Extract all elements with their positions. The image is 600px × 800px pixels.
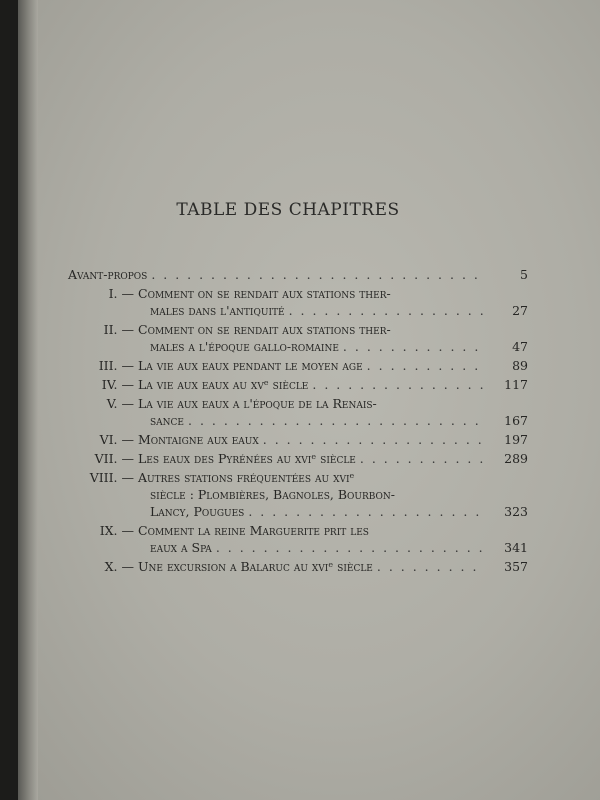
toc-entry-title-cont: sance — [150, 413, 184, 428]
toc-entry-title: La vie aux eaux a l'époque de la Renais- — [138, 396, 377, 411]
toc-entry-1 — [68, 285, 528, 319]
page-title: TABLE DES CHAPITRES — [176, 200, 400, 220]
leader-dots — [188, 412, 484, 429]
toc-entry-title-cont: males a l'époque gallo-romaine — [150, 339, 339, 354]
chapter-number: X. — — [104, 559, 134, 574]
chapter-number: VII. — — [94, 451, 134, 466]
toc-page-number: 357 — [504, 559, 528, 574]
chapter-number: I. — — [108, 286, 134, 301]
chapter-number: V. — — [106, 396, 134, 411]
chapter-number: VI. — — [99, 432, 134, 447]
table-of-contents — [68, 266, 528, 577]
toc-page-number: 5 — [520, 267, 528, 282]
toc-page-number: 289 — [504, 451, 528, 466]
toc-entry-7 — [68, 450, 528, 467]
toc-page-number: 27 — [512, 303, 528, 318]
toc-entry-title: Comment on se rendait aux stations ther- — [138, 322, 391, 337]
toc-page-number: 47 — [512, 339, 528, 354]
toc-entry-2 — [68, 321, 528, 355]
toc-page-number: 89 — [512, 358, 528, 373]
leader-dots — [377, 558, 484, 575]
book-page — [18, 0, 600, 800]
chapter-number: III. — — [98, 358, 134, 373]
toc-entry-title: Comment la reine Marguerite prit les — [138, 523, 369, 538]
toc-entry-title: La vie aux eaux pendant le moyen age — [138, 358, 363, 373]
leader-dots — [248, 503, 484, 520]
chapter-number: IV. — — [101, 377, 134, 392]
leader-dots — [360, 450, 484, 467]
toc-entry-3 — [68, 357, 528, 374]
toc-entry-10 — [68, 558, 528, 575]
leader-dots — [343, 338, 484, 355]
toc-entry-avant-propos — [68, 266, 528, 283]
book-gutter — [18, 0, 38, 800]
leader-dots — [151, 266, 484, 283]
toc-page-number: 341 — [504, 540, 528, 555]
leader-dots — [263, 431, 484, 448]
leader-dots — [367, 357, 484, 374]
toc-entry-title-cont: siècle : Plombières, Bagnoles, Bourbon- — [150, 487, 396, 502]
toc-entry-title: Autres stations fréquentées au xviᵉ — [138, 470, 355, 485]
toc-entry-title: Avant-propos — [68, 267, 148, 282]
toc-entry-6 — [68, 431, 528, 448]
toc-entry-title-cont: males dans l'antiquité — [150, 303, 285, 318]
leader-dots — [216, 539, 484, 556]
toc-entry-9 — [68, 522, 528, 556]
toc-page-number: 167 — [504, 413, 528, 428]
chapter-number: VIII. — — [89, 470, 134, 485]
chapter-number: II. — — [103, 322, 134, 337]
toc-entry-title: Comment on se rendait aux stations ther- — [138, 286, 391, 301]
toc-entry-title: Une excursion a Balaruc au xviᵉ siècle — [138, 559, 373, 574]
toc-entry-title: Les eaux des Pyrénées au xviᵉ siècle — [138, 451, 356, 466]
leader-dots — [289, 302, 484, 319]
chapter-number: IX. — — [99, 523, 134, 538]
toc-entry-title-cont: Lancy, Pougues — [150, 504, 245, 519]
toc-entry-5 — [68, 395, 528, 429]
toc-entry-4 — [68, 376, 528, 393]
toc-entry-title: Montaigne aux eaux — [138, 432, 259, 447]
toc-entry-8 — [68, 469, 528, 520]
toc-page-number: 323 — [504, 504, 528, 519]
toc-entry-title-cont: eaux a Spa — [150, 540, 212, 555]
toc-page-number: 117 — [504, 377, 528, 392]
toc-entry-title: La vie aux eaux au xvᵉ siècle — [138, 377, 309, 392]
leader-dots — [312, 376, 484, 393]
toc-page-number: 197 — [504, 432, 528, 447]
